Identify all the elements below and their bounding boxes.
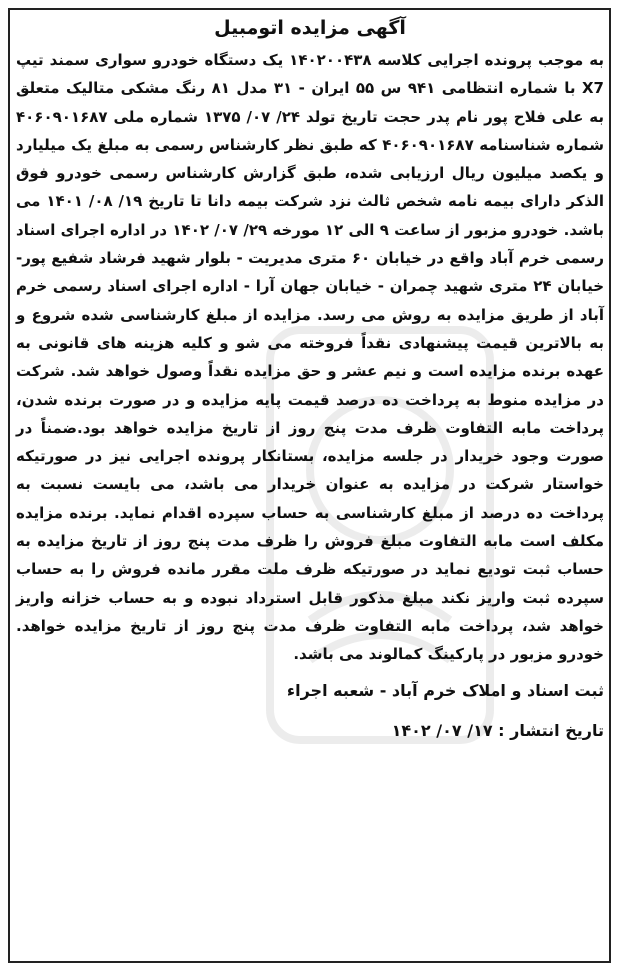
auction-notice — [16, 12, 604, 747]
notice-body: به موجب پرونده اجرایی کلاسه ۱۴۰۲۰۰۴۳۸ یک دستگاه خودرو سواری سمند تیپ X7 با شماره انتظامی ۹۴۱ س ۵۵ ایران - ۳۱ مدل ۸۱ رنگ مشکی متالیک متعلق به علی فلاح پور نام پدر حجت تاریخ تولد ۲۴/ ۰۷/ ۱۳۷۵ شماره ملی ۴۰۶۰۹۰۱۶۸۷ شماره شناسنامه ۴۰۶۰۹۰۱۶۸۷ که طبق نظر کارشناس رسمی به مبلغ یک میلیارد و یکصد میلیون ریال ارزیابی شده، طبق گزارش کارشناس رسمی خودرو فوق الذکر دارای بیمه نامه شخص ثالث نزد شرکت بیمه دانا تا تاریخ ۱۹/ ۰۸/ ۱۴۰۱ می باشد. خودرو مزبور از ساعت ۹ الی ۱۲ مورخه ۲۹/ ۰۷/ ۱۴۰۲ در اداره اجرای اسناد رسمی خرم آباد واقع در خیابان ۶۰ متری مدیریت - بلوار شهید فرشاد شفیع پور- خیابان ۲۴ متری شهید چمران - خیابان جهان آرا - اداره اجرای اسناد رسمی خرم آباد از طریق مزایده به روش می رسد. مزایده از مبلغ کارشناسی شده شروع و به بالاترین قیمت پیشنهادی نقداً فروخته می شو و کلیه هزینه های قانونی به عهده برنده مزایده است و نیم عشر و حق مزایده نقداً وصول خواهد شد. شرکت در مزایده منوط به پرداخت ده درصد قیمت پایه مزایده و در صورت برنده شدن، پرداخت مابه التفاوت ظرف مدت پنج روز از تاریخ مزایده خواهد بود.ضمناً در صورت وجود خریدار در جلسه مزایده، بستانکار پرونده اجرایی نیز در صورتیکه خواستار شرکت در مزایده به عنوان خریدار می باشد، می بایست نسبت به پرداخت ده درصد از مبلغ کارشناسی به حساب سپرده اقدام نماید. برنده مزایده مکلف است مابه التفاوت مبلغ فروش را ظرف مدت پنج روز از تاریخ مزایده به حساب ثبت تودیع نماید در صورتیکه ظرف ملت مقرر مانده فروش را به حساب سپرده ثبت واریز نکند مبلغ مذکور قابل استرداد نبوده و به حساب خزانه واریز خواهد شد، پرداخت مابه التفاوت ظرف مدت پنج روز از تاریخ مزایده خواهد. خودرو مزبور در پارکینگ کمالوند می باشد. — [16, 51, 605, 664]
publish-date: تاریخ انتشار : ۱۷/ ۰۷/ ۱۴۰۲ — [391, 720, 604, 740]
issuer-signature: ثبت اسناد و املاک خرم آباد - شعبه اجراء — [286, 680, 604, 700]
notice-title: آگهی مزایده اتومبیل — [214, 17, 406, 39]
